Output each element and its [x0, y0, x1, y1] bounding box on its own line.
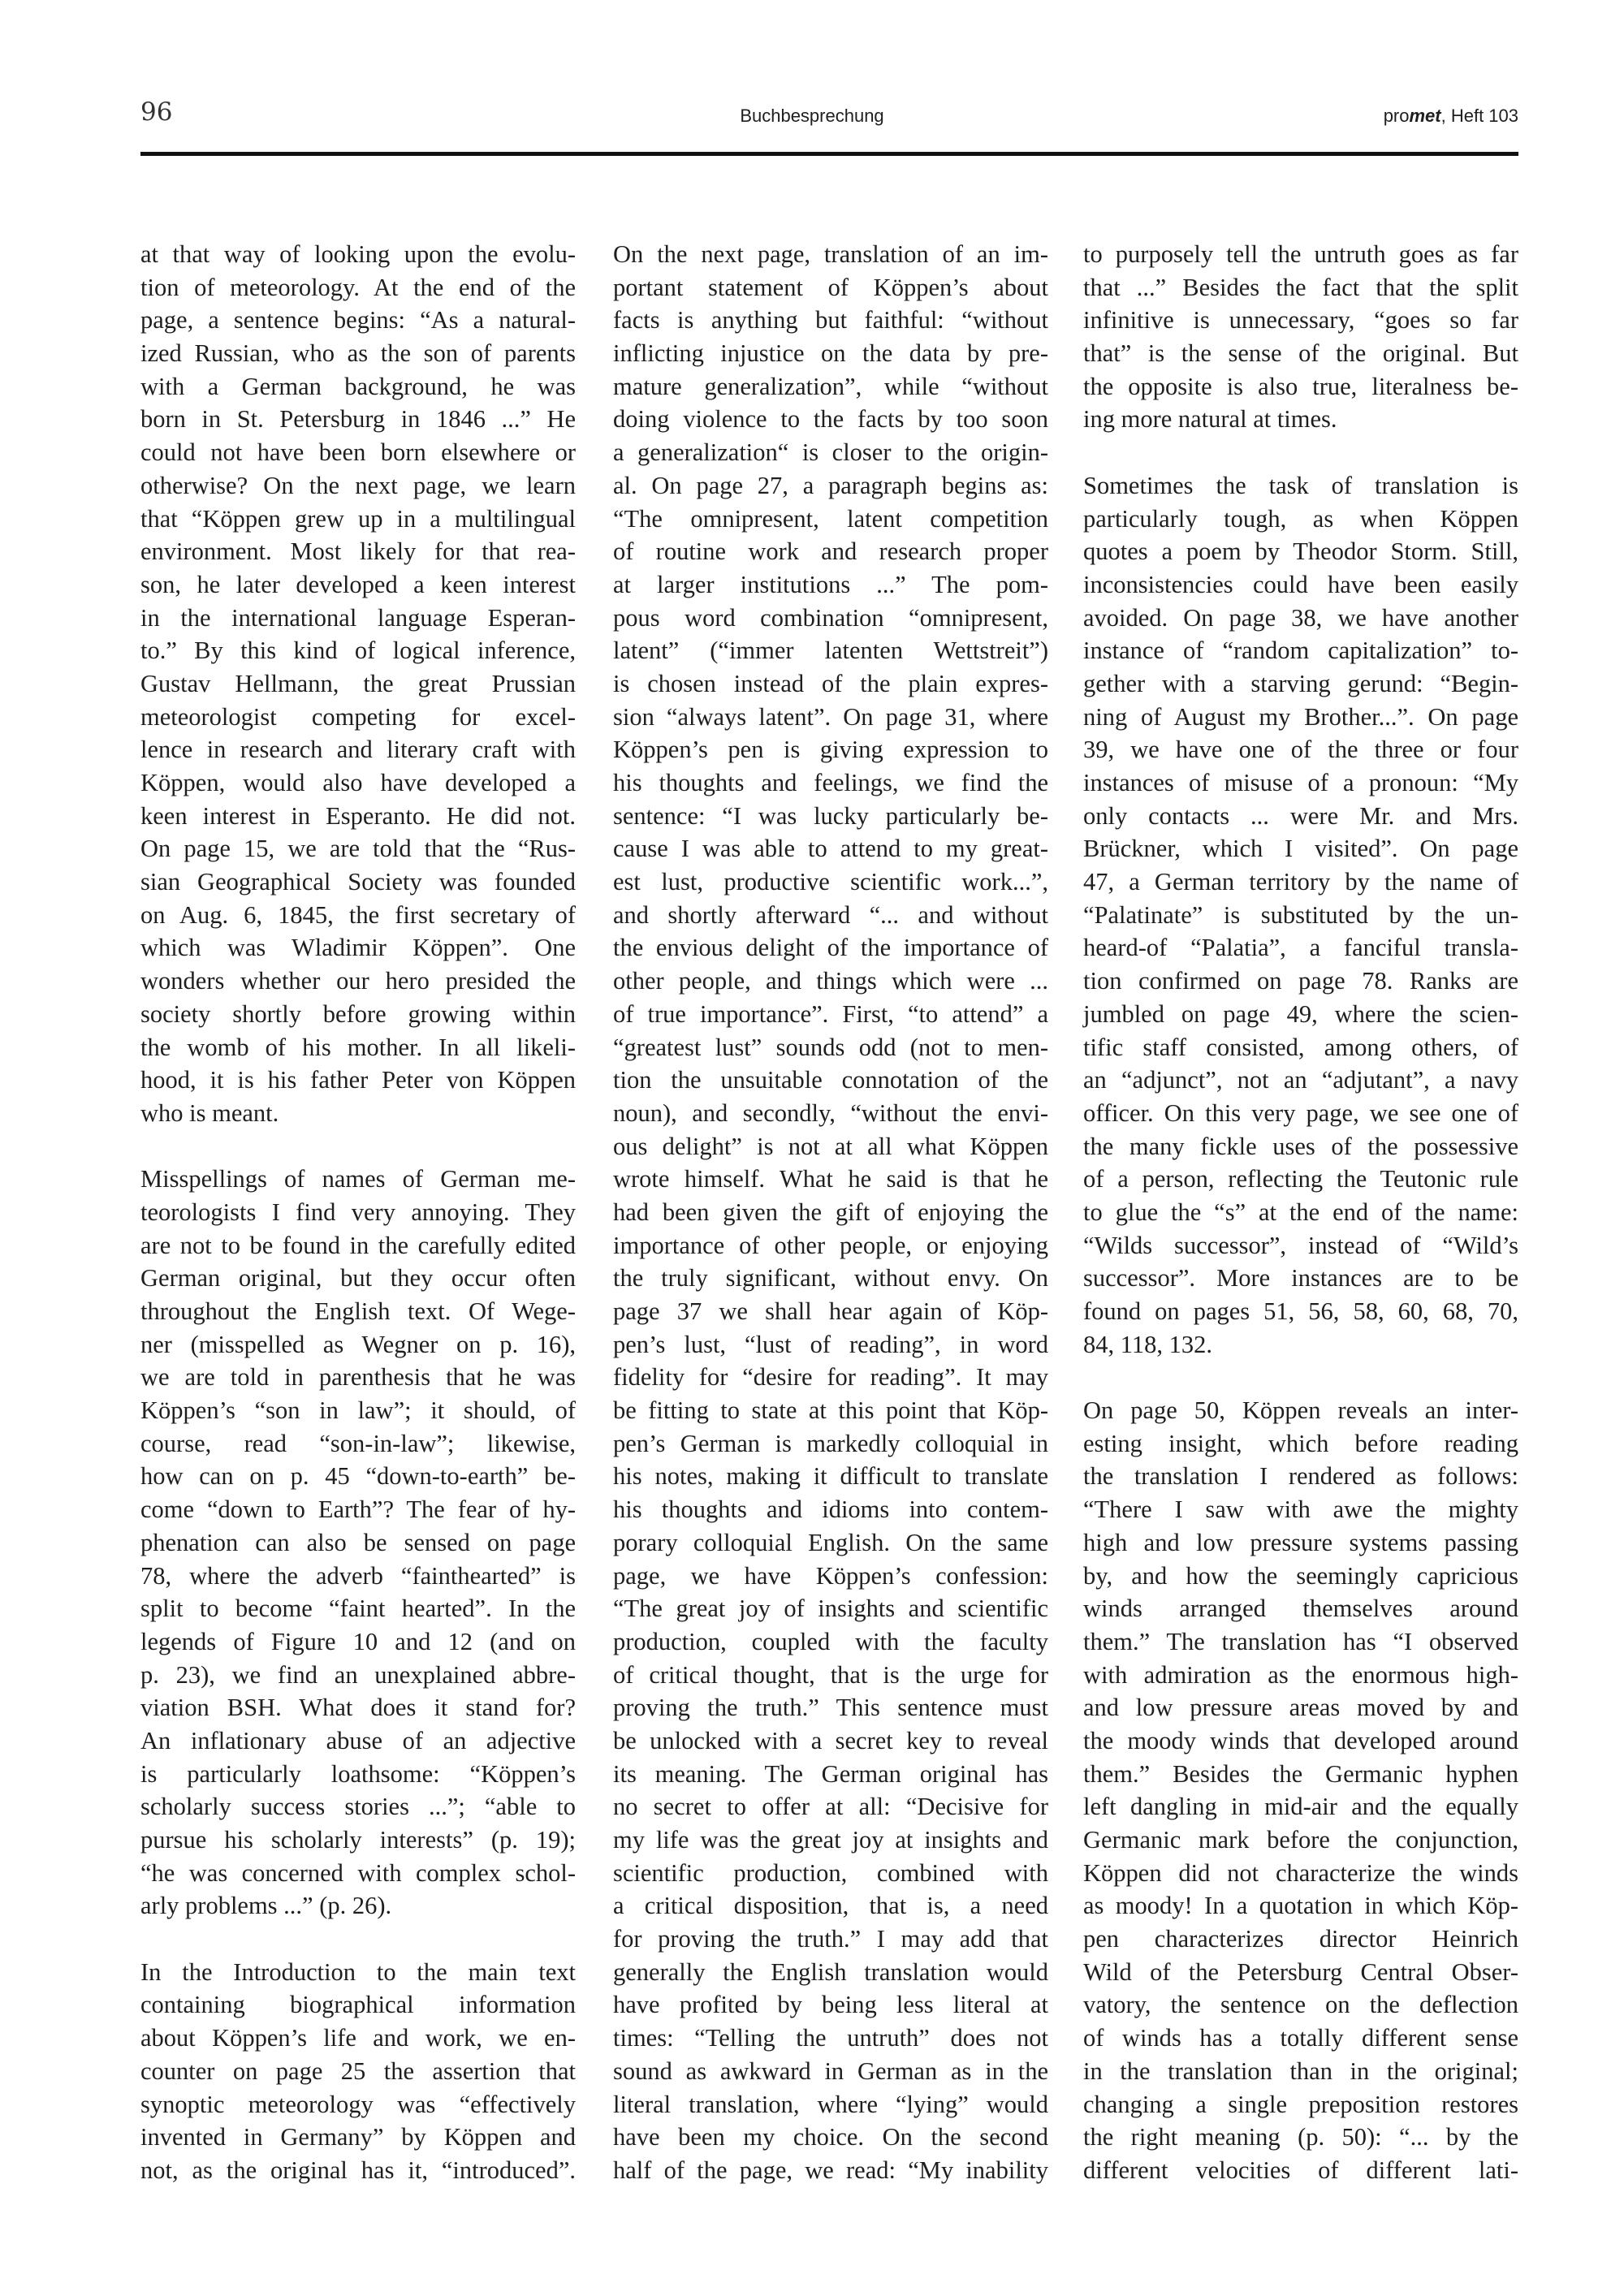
text-line: latent” (“immer latenten Wettstreit”): [613, 637, 1048, 665]
paragraph: [140, 238, 576, 1130]
text-line: tion the unsuitable connotation of the: [613, 1066, 1048, 1094]
text-line: 84, 118, 132.: [1083, 1330, 1212, 1358]
text-line: inflicting injustice on the data by pre-: [613, 339, 1048, 368]
text-line: in the international language Esperan-: [140, 603, 576, 632]
text-line: born in St. Petersburg in 1846 ...” He: [140, 405, 576, 434]
text-line: viation BSH. What does it stand for?: [140, 1694, 576, 1722]
text-line: found on pages 51, 56, 58, 60, 68, 70,: [1083, 1297, 1518, 1325]
text-line: porary colloquial English. On the same: [613, 1528, 1048, 1556]
text-line: jumbled on page 49, where the scien-: [1083, 999, 1518, 1028]
text-line: environment. Most likely for that rea-: [140, 537, 576, 566]
text-line: of a person, reflecting the Teutonic rule: [1083, 1165, 1518, 1193]
text-line: otherwise? On the next page, we learn: [140, 471, 576, 499]
text-line: lence in research and literary craft with: [140, 736, 576, 764]
text-line: avoided. On page 38, we have another: [1083, 603, 1518, 632]
text-line: a critical disposition, that is, a need: [613, 1892, 1048, 1920]
text-line: inconsistencies could have been easily: [1083, 570, 1518, 598]
text-line: throughout the English text. Of Wege-: [140, 1297, 576, 1325]
text-line: of critical thought, that is the urge for: [613, 1660, 1048, 1689]
text-line: with a German background, he was: [140, 372, 576, 400]
text-line: teorologists I find very annoying. They: [140, 1198, 576, 1226]
text-line: invented in Germany” by Köppen and: [140, 2123, 576, 2151]
text-line: 39, we have one of the three or four: [1083, 736, 1518, 764]
text-line: pen characterizes director Heinrich: [1083, 1925, 1518, 1953]
text-line: pen’s German is markedly colloquial in: [613, 1429, 1048, 1457]
text-line: importance of other people, or enjoying: [613, 1231, 1048, 1259]
text-line: society shortly before growing within: [140, 999, 576, 1028]
text-line: proving the truth.” This sentence must: [613, 1694, 1048, 1722]
text-line: sentence: “I was lucky particularly be-: [613, 801, 1048, 830]
text-line: “he was concerned with complex schol-: [140, 1858, 576, 1887]
text-line: sound as awkward in German as in the: [613, 2056, 1048, 2085]
text-line: esting insight, which before reading: [1083, 1429, 1518, 1457]
text-line: at that way of looking upon the evolu-: [140, 240, 576, 268]
text-line: changing a single preposition restores: [1083, 2090, 1518, 2118]
text-line: fidelity for “desire for reading”. It may: [613, 1363, 1048, 1392]
text-line: of true importance”. First, “to attend” a: [613, 999, 1048, 1028]
text-line: Köppen, would also have developed a: [140, 769, 576, 796]
text-line: wonders whether our hero presided the: [140, 967, 576, 995]
text-line: the truly significant, without envy. On: [613, 1264, 1048, 1293]
text-line: times: “Telling the untruth” does not: [613, 2024, 1048, 2052]
text-line: synoptic meteorology was “effectively: [140, 2090, 576, 2118]
text-line: production, coupled with the faculty: [613, 1627, 1048, 1655]
text-line: winds arranged themselves around: [1083, 1595, 1518, 1623]
text-line: that “Köppen grew up in a multilingual: [140, 504, 576, 533]
text-line: generally the English translation would: [613, 1957, 1048, 1986]
journal-issue: [1384, 106, 1518, 146]
header-rule: [140, 152, 1518, 156]
page-number: 96: [140, 97, 173, 127]
text-line: only contacts ... were Mr. and Mrs.: [1083, 801, 1518, 830]
text-line: them.” The translation has “I observed: [1083, 1627, 1518, 1655]
text-line: ning of August my Brother...”. On page: [1083, 702, 1518, 731]
text-line: and shortly afterward “... and without: [613, 900, 1048, 929]
text-line: officer. On this very page, we see one of: [1083, 1098, 1518, 1127]
text-column-2: [613, 238, 1048, 2220]
text-line: of routine work and research proper: [613, 537, 1048, 566]
text-line: that” is the sense of the original. But: [1083, 339, 1518, 368]
text-line: split to become “faint hearted”. In the: [140, 1595, 576, 1623]
text-line: its meaning. The German original has: [613, 1759, 1048, 1788]
text-line: Brückner, which I visited”. On page: [1083, 835, 1518, 863]
paragraph: [140, 1956, 576, 2187]
text-line: an “adjunct”, not an “adjutant”, a navy: [1083, 1066, 1518, 1094]
text-line: hood, it is his father Peter von Köppen: [140, 1066, 576, 1094]
text-line: high and low pressure systems passing: [1083, 1528, 1518, 1556]
text-line: 47, a German territory by the name of: [1083, 868, 1518, 896]
text-line: not, as the original has it, “introduced”.: [140, 2156, 576, 2184]
text-line: pous word combination “omnipresent,: [613, 603, 1048, 632]
text-line: are not to be found in the carefully edited: [140, 1231, 576, 1259]
text-line: German original, but they occur often: [140, 1264, 576, 1293]
text-line: be fitting to state at this point that Köp-: [613, 1396, 1048, 1425]
text-line: Köppen’s “son in law”; it should, of: [140, 1396, 576, 1425]
text-line: ous delight” is not at all what Köppen: [613, 1132, 1048, 1160]
text-line: is chosen instead of the plain expres-: [613, 669, 1048, 697]
text-line: mature generalization”, while “without: [613, 372, 1048, 400]
text-line: page, we have Köppen’s confession:: [613, 1561, 1048, 1590]
text-line: the opposite is also true, literalness be-: [1083, 372, 1518, 400]
paragraph: [1083, 238, 1518, 436]
text-line: On page 15, we are told that the “Rus-: [140, 835, 576, 863]
text-line: facts is anything but faithful: “without: [613, 306, 1048, 334]
text-line: In the Introduction to the main text: [140, 1957, 576, 1986]
text-line: keen interest in Esperanto. He did not.: [140, 801, 576, 830]
text-line: a generalization“ is closer to the origin-: [613, 438, 1048, 467]
text-line: “The omnipresent, latent competition: [613, 504, 1048, 533]
text-line: page, a sentence begins: “As a natural-: [140, 306, 576, 334]
text-line: the envious delight of the importance of: [613, 934, 1048, 962]
text-line: cause I was able to attend to my great-: [613, 835, 1048, 863]
text-column-3: [1083, 238, 1518, 2220]
text-line: how can on p. 45 “down-to-earth” be-: [140, 1462, 576, 1491]
journal-prefix: pro: [1383, 106, 1410, 126]
text-line: the right meaning (p. 50): “... by the: [1083, 2123, 1518, 2151]
text-line: different velocities of different lati-: [1083, 2156, 1518, 2184]
text-line: that ...” Besides the fact that the split: [1083, 273, 1518, 301]
text-line: instances of misuse of a pronoun: “My: [1083, 769, 1518, 796]
text-line: for proving the truth.” I may add that: [613, 1925, 1048, 1953]
text-line: “There I saw with awe the mighty: [1083, 1495, 1518, 1524]
text-line: containing biographical information: [140, 1991, 576, 2019]
text-line: them.” Besides the Germanic hyphen: [1083, 1759, 1518, 1788]
text-line: his thoughts and feelings, we find the: [613, 769, 1048, 796]
text-line: on Aug. 6, 1845, the first secretary of: [140, 900, 576, 929]
text-line: Köppen did not characterize the winds: [1083, 1858, 1518, 1887]
text-line: about Köppen’s life and work, we en-: [140, 2024, 576, 2052]
text-line: son, he later developed a keen interest: [140, 570, 576, 598]
text-line: p. 23), we find an unexplained abbre-: [140, 1660, 576, 1689]
text-line: An inflationary abuse of an adjective: [140, 1726, 576, 1754]
text-line: Sometimes the task of translation is: [1083, 471, 1518, 499]
text-line: ing more natural at times.: [1083, 405, 1337, 434]
text-line: no secret to offer at all: “Decisive for: [613, 1793, 1048, 1821]
text-column-1: [140, 238, 576, 2220]
text-line: 78, where the adverb “fainthearted” is: [140, 1561, 576, 1590]
text-line: pen’s lust, “lust of reading”, in word: [613, 1330, 1048, 1358]
text-line: my life was the great joy at insights and: [613, 1826, 1048, 1854]
text-line: successor”. More instances are to be: [1083, 1264, 1518, 1293]
text-line: have profited by being less literal at: [613, 1991, 1048, 2019]
text-line: On page 50, Köppen reveals an inter-: [1083, 1396, 1518, 1425]
text-line: “greatest lust” sounds odd (not to men-: [613, 1033, 1048, 1061]
text-line: quotes a poem by Theodor Storm. Still,: [1083, 537, 1518, 566]
text-line: phenation can also be sensed on page: [140, 1528, 576, 1556]
text-line: “The great joy of insights and scientific: [613, 1595, 1048, 1623]
text-line: infinitive is unnecessary, “goes so far: [1083, 306, 1518, 334]
text-line: page 37 we shall hear again of Köp-: [613, 1297, 1048, 1325]
text-line: half of the page, we read: “My inability: [613, 2156, 1048, 2184]
text-line: other people, and things which were ...: [613, 967, 1048, 995]
text-line: his notes, making it difficult to translate: [613, 1462, 1048, 1491]
text-line: course, read “son-in-law”; likewise,: [140, 1429, 576, 1457]
text-line: literal translation, where “lying” would: [613, 2090, 1048, 2118]
text-line: we are told in parenthesis that he was: [140, 1363, 576, 1392]
text-line: pursue his scholarly interests” (p. 19);: [140, 1826, 576, 1854]
text-line: the womb of his mother. In all likeli-: [140, 1033, 576, 1061]
text-line: Wild of the Petersburg Central Obser-: [1083, 1957, 1518, 1986]
text-line: arly problems ...” (p. 26).: [140, 1892, 392, 1920]
text-line: with admiration as the enormous high-: [1083, 1660, 1518, 1689]
text-line: sion “always latent”. On page 31, where: [613, 702, 1048, 731]
text-line: is particularly loathsome: “Köppen’s: [140, 1759, 576, 1788]
text-line: On the next page, translation of an im-: [613, 240, 1048, 268]
text-line: the translation I rendered as follows:: [1083, 1462, 1518, 1491]
text-line: his thoughts and idioms into contem-: [613, 1495, 1048, 1524]
text-line: “Wilds successor”, instead of “Wild’s: [1083, 1231, 1518, 1259]
text-line: ner (misspelled as Wegner on p. 16),: [140, 1330, 576, 1358]
paragraph: [613, 238, 1048, 2187]
text-line: of winds has a totally different sense: [1083, 2024, 1518, 2052]
text-line: tific staff consisted, among others, of: [1083, 1033, 1518, 1061]
section-title: Buchbesprechung: [740, 106, 884, 126]
text-line: in the translation than in the original;: [1083, 2056, 1518, 2085]
text-line: al. On page 27, a paragraph begins as:: [613, 471, 1048, 499]
paragraph: [1083, 469, 1518, 1362]
text-line: tion confirmed on page 78. Ranks are: [1083, 967, 1518, 995]
text-line: as moody! In a quotation in which Köp-: [1083, 1892, 1518, 1920]
text-line: meteorologist competing for excel-: [140, 702, 576, 731]
text-line: had been given the gift of enjoying the: [613, 1198, 1048, 1226]
text-line: counter on page 25 the assertion that: [140, 2056, 576, 2085]
text-line: could not have been born elsewhere or: [140, 438, 576, 467]
text-line: Gustav Hellmann, the great Prussian: [140, 669, 576, 697]
text-line: be unlocked with a secret key to reveal: [613, 1726, 1048, 1754]
text-line: have been my choice. On the second: [613, 2123, 1048, 2151]
text-line: to glue the “s” at the end of the name:: [1083, 1198, 1518, 1226]
journal-italic: met: [1409, 106, 1441, 126]
text-line: legends of Figure 10 and 12 (and on: [140, 1627, 576, 1655]
text-line: to purposely tell the untruth goes as far: [1083, 240, 1518, 268]
text-line: noun), and secondly, “without the envi-: [613, 1098, 1048, 1127]
text-line: portant statement of Köppen’s about: [613, 273, 1048, 301]
text-line: scientific production, combined with: [613, 1858, 1048, 1887]
text-line: sian Geographical Society was founded: [140, 868, 576, 896]
text-line: gether with a starving gerund: “Begin-: [1083, 669, 1518, 697]
text-line: who is meant.: [140, 1098, 279, 1127]
text-line: scholarly success stories ...”; “able to: [140, 1793, 576, 1821]
text-line: and low pressure areas moved by and: [1083, 1694, 1518, 1722]
text-line: Germanic mark before the conjunction,: [1083, 1826, 1518, 1854]
text-line: instance of “random capitalization” to-: [1083, 637, 1518, 665]
text-line: come “down to Earth”? The fear of hy-: [140, 1495, 576, 1524]
text-line: to.” By this kind of logical inference,: [140, 637, 576, 665]
text-line: doing violence to the facts by too soon: [613, 405, 1048, 434]
paragraph: [1083, 1394, 1518, 2187]
text-line: Köppen’s pen is giving expression to: [613, 736, 1048, 764]
text-line: the many fickle uses of the possessive: [1083, 1132, 1518, 1160]
text-line: tion of meteorology. At the end of the: [140, 273, 576, 301]
text-line: wrote himself. What he said is that he: [613, 1165, 1048, 1193]
text-line: vatory, the sentence on the deflection: [1083, 1991, 1518, 2019]
text-line: which was Wladimir Köppen”. One: [140, 934, 576, 962]
text-line: “Palatinate” is substituted by the un-: [1083, 900, 1518, 929]
text-line: left dangling in mid-air and the equally: [1083, 1793, 1518, 1821]
text-line: est lust, productive scientific work...”,: [613, 868, 1048, 896]
text-line: heard-of “Palatia”, a fanciful transla-: [1083, 934, 1518, 962]
text-line: particularly tough, as when Köppen: [1083, 504, 1518, 533]
journal-suffix: , Heft 103: [1440, 106, 1518, 126]
paragraph: [140, 1163, 576, 1923]
text-line: the moody winds that developed around: [1083, 1726, 1518, 1754]
text-line: by, and how the seemingly capricious: [1083, 1561, 1518, 1590]
text-line: at larger institutions ...” The pom-: [613, 570, 1048, 598]
text-line: Misspellings of names of German me-: [140, 1165, 576, 1193]
text-line: ized Russian, who as the son of parents: [140, 339, 576, 368]
